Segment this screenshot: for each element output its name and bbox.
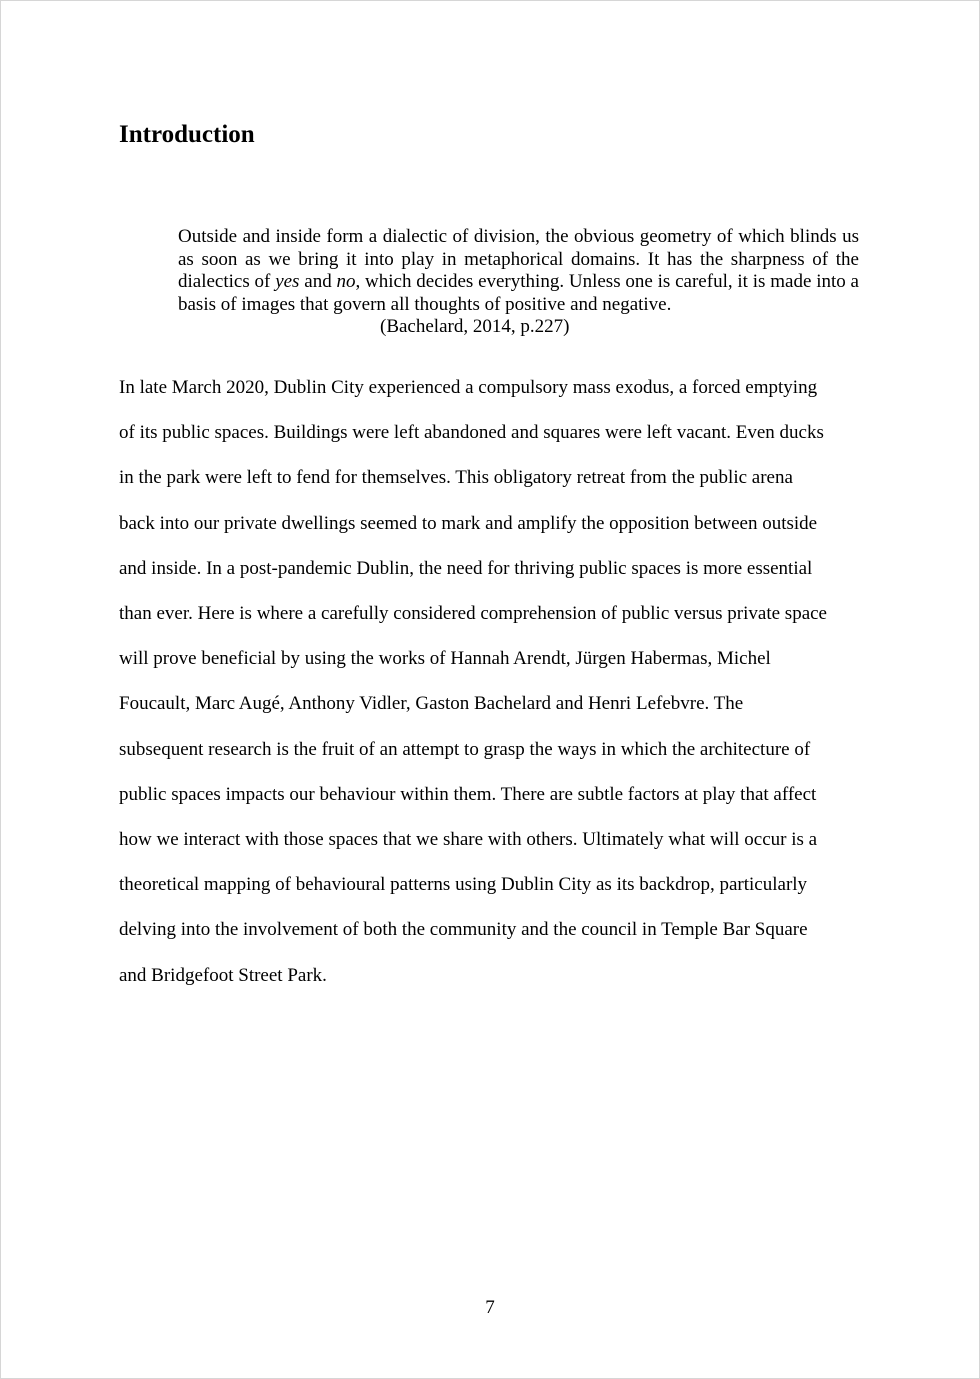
epigraph-text-part-1: Outside and inside form a dialectic of division, the obvious geometry of which blinds us as soon as we bring it into play in metaphorical domains. It has the sharpness of the dialectics of — [178, 226, 859, 292]
paragraph-line: public spaces impacts our behaviour within them. There are subtle factors at play that affect — [119, 783, 817, 805]
paragraph-line: will prove beneficial by using the works of Hannah Arendt, Jürgen Habermas, Michel — [119, 648, 771, 670]
paragraph-line: and Bridgefoot Street Park. — [119, 964, 327, 986]
paragraph-line: Foucault, Marc Augé, Anthony Vidler, Gaston Bachelard and Henri Lefebvre. The — [119, 693, 744, 715]
paragraph-line: back into our private dwellings seemed to mark and amplify the opposition between outside — [119, 512, 818, 534]
epigraph-word-yes: yes — [275, 271, 300, 292]
paragraph-line: subsequent research is the fruit of an attempt to grasp the ways in which the architecture of — [119, 738, 811, 760]
epigraph-block-quote — [178, 226, 859, 339]
page-number: 7 — [485, 1297, 495, 1318]
epigraph-text-part-2: , which decides everything. Unless one is careful, it is made into a basis of images that govern all thoughts of positive and negative. — [178, 271, 859, 315]
epigraph-citation: (Bachelard, 2014, p.227) — [380, 316, 570, 337]
section-heading: Introduction — [119, 121, 255, 148]
paragraph-line: In late March 2020, Dublin City experienced a compulsory mass exodus, a forced emptying — [119, 377, 818, 398]
paragraph-line: than ever. Here is where a carefully considered comprehension of public versus private space — [119, 603, 827, 625]
epigraph-word-no: no — [336, 271, 356, 292]
paragraph-line: how we interact with those spaces that we share with others. Ultimately what will occur is a — [119, 829, 818, 851]
paragraph-line: and inside. In a post-pandemic Dublin, the need for thriving public spaces is more essential — [119, 557, 813, 579]
epigraph-text — [178, 226, 859, 316]
paragraph-line: delving into the involvement of both the community and the council in Temple Bar Square — [119, 919, 808, 941]
paragraph-line: in the park were left to fend for themselves. This obligatory retreat from the public arena — [119, 467, 793, 489]
paragraph-line: theoretical mapping of behavioural patterns using Dublin City as its backdrop, particularly — [119, 874, 808, 896]
epigraph-text-and: and — [299, 271, 337, 292]
introduction-paragraph — [119, 365, 879, 998]
paragraph-line: of its public spaces. Buildings were left abandoned and squares were left vacant. Even ducks — [119, 422, 824, 444]
